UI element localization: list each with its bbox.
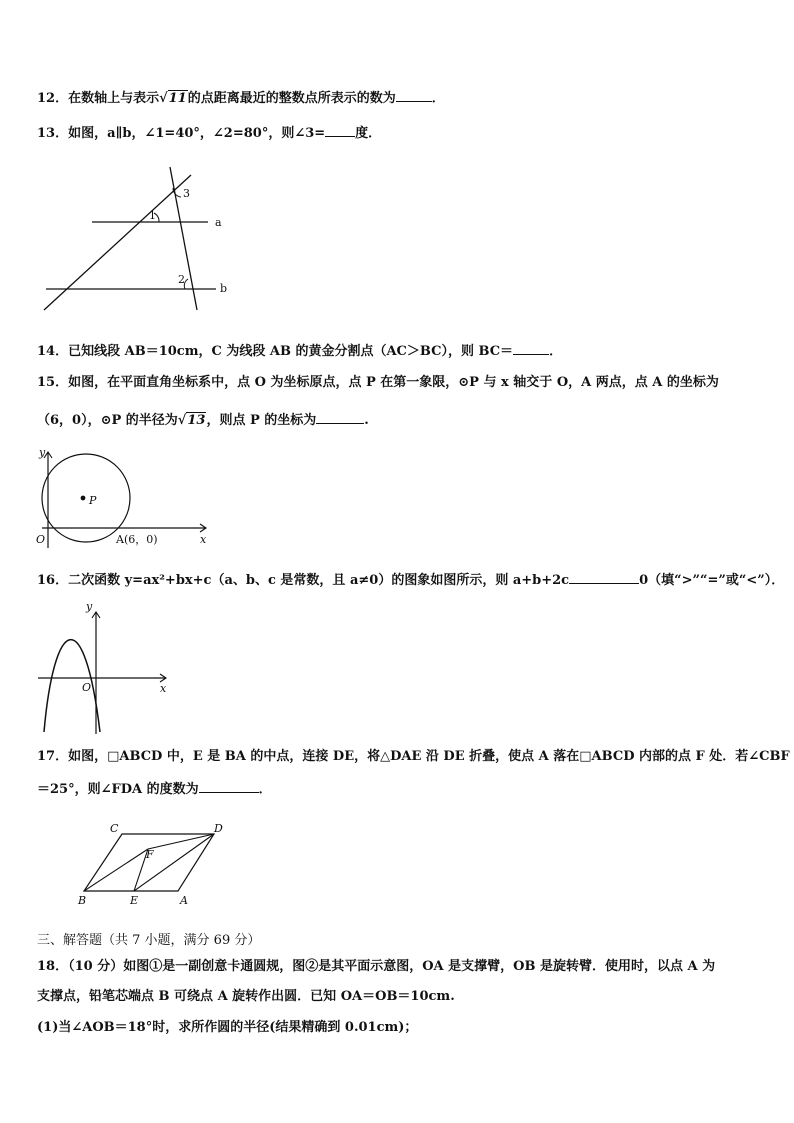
- q12-prefix: 12．在数轴上与表示: [37, 91, 160, 106]
- point-a-label: A: [180, 894, 188, 907]
- question-16: 16．二次函数 y=ax²+bx+c（a、b、c 是常数，且 a≠0）的图象如图所示，则 a+b+2c 0（填“>”“=”或“<”）．: [37, 573, 785, 588]
- angle-3-label: 3: [183, 187, 190, 200]
- y-axis-label: y: [86, 600, 93, 613]
- transversal-1: [44, 175, 191, 310]
- point-p-label: P: [89, 494, 97, 507]
- q16-text: 16．二次函数 y=ax²+bx+c（a、b、c 是常数，且 a≠0）的图象如图所示，则 a+b+2c: [37, 573, 570, 588]
- point-d-label: D: [214, 822, 223, 835]
- answer-blank-17[interactable]: [199, 780, 259, 793]
- point-e-label: E: [130, 894, 139, 907]
- point-a-label: A(6，0): [116, 533, 158, 546]
- sqrt-11: √11: [159, 91, 187, 106]
- origin-label: O: [82, 681, 92, 694]
- q13-figure: [40, 155, 240, 315]
- y-axis-label: y: [39, 446, 46, 459]
- question-12: 12．在数轴上与表示√11的点距离最近的整数点所表示的数为 ．: [37, 91, 445, 106]
- question-14: 14．已知线段 AB＝10cm，C 为线段 AB 的黄金分割点（AC＞BC），则 BC＝ ．: [37, 344, 563, 359]
- q15-figure: [34, 442, 214, 554]
- q16-figure: [34, 598, 174, 738]
- question-18-line1: 18．（10 分）如图①是一副创意卡通圆规，图②是其平面示意图，OA 是支撑臂，OB 是旋转臂．使用时，以点 A 为: [37, 959, 716, 974]
- answer-blank-15[interactable]: [316, 411, 364, 424]
- x-axis-label: x: [160, 682, 167, 695]
- origin-label: O: [36, 533, 46, 546]
- segment-bf: [84, 849, 148, 891]
- x-axis-label: x: [200, 533, 207, 546]
- point-p: [81, 496, 86, 501]
- parabola: [44, 640, 100, 732]
- q17-figure: [74, 818, 234, 908]
- answer-blank-13[interactable]: [325, 124, 355, 137]
- section-heading: 三、解答题（共 7 小题，满分 69 分）: [37, 933, 261, 948]
- question-15-line2: （6，0），⊙P 的半径为√13，则点 P 的坐标为 .: [37, 413, 369, 428]
- line-b-label: b: [220, 282, 228, 295]
- question-18-part1: (1)当∠AOB＝18°时，求所作圆的半径(结果精确到 0.01cm)；: [37, 1020, 418, 1035]
- question-13: 13．如图，a∥b，∠1=40°，∠2=80°，则∠3= 度．: [37, 126, 382, 141]
- angle-1-label: 1: [149, 209, 156, 222]
- angle-2-label: 2: [178, 273, 185, 286]
- question-18-line2: 支撑点，铅笔芯端点 B 可绕点 A 旋转作出圆．已知 OA＝OB＝10cm.: [37, 989, 455, 1004]
- point-b-label: B: [78, 894, 87, 907]
- answer-blank-16[interactable]: [569, 571, 639, 584]
- point-c-label: C: [110, 822, 119, 835]
- q12-suffix: 的点距离最近的整数点所表示的数为: [187, 91, 396, 106]
- q13-text: 13．如图，a∥b，∠1=40°，∠2=80°，则∠3=: [37, 126, 326, 141]
- answer-blank-12[interactable]: [396, 89, 432, 102]
- answer-blank-14[interactable]: [513, 342, 549, 355]
- sqrt-13: √13: [177, 413, 206, 428]
- q14-text: 14．已知线段 AB＝10cm，C 为线段 AB 的黄金分割点（AC＞BC），则 BC＝: [37, 344, 514, 359]
- parallelogram-abcd: [84, 834, 214, 891]
- question-15-line1: 15．如图，在平面直角坐标系中，点 O 为坐标原点，点 P 在第一象限，⊙P 与 x 轴交于 O，A 两点，点 A 的坐标为: [37, 375, 719, 390]
- question-17-line1: 17．如图，□ABCD 中，E 是 BA 的中点，连接 DE，将△DAE 沿 DE 折叠，使点 A 落在□ABCD 内部的点 F 处．若∠CBF: [37, 749, 790, 764]
- question-17-line2: ＝25°，则∠FDA 的度数为 ．: [37, 782, 272, 797]
- line-a-label: a: [215, 216, 222, 229]
- circle-p: [42, 454, 130, 542]
- point-f-label: F: [146, 848, 154, 861]
